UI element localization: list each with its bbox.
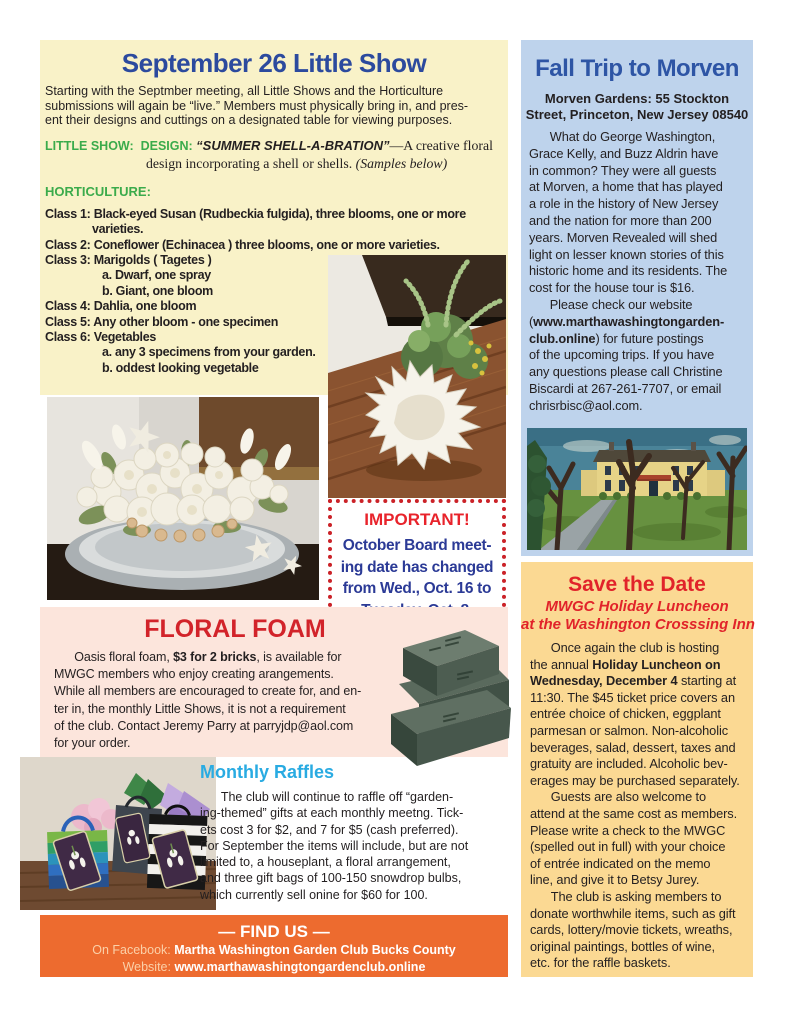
website-line bbox=[40, 959, 508, 976]
gift-bags-art bbox=[20, 757, 216, 910]
foam-bricks-art bbox=[373, 622, 515, 776]
class-item-3a: a. Dwarf, one spray bbox=[102, 268, 211, 283]
floral-foam-text: Oasis floral foam, $3 for 2 bricks, is available for MWGC members who enjoy creating arangements. While all members are encouraged to create for, and en- ter in, the monthly Little Shows, it is not a requirement of the club. Contact Jeremy Parry at parryjdp@aol.com for your order. bbox=[54, 650, 362, 751]
important-text: October Board meet- ing date has changed from Wed., Oct. 16 to bbox=[340, 537, 494, 597]
monthly-raffles-title: Monthly Raffles bbox=[200, 762, 335, 782]
facebook-club-name: Martha Washington Garden Club Bucks County bbox=[174, 943, 456, 957]
class-item-3: Class 3: Marigolds ( Tagetes ) bbox=[45, 253, 212, 267]
class-item-1: Class 1: Black-eyed Susan (Rudbeckia fulgida), three blooms, one or more varieties. bbox=[45, 206, 466, 237]
save-the-date-text: Once again the club is hosting the annual Holiday Luncheon on Wednesday, December 4 starting at 11:30. The $45 ticket price covers an entrée choice of chicken, eggplant parmesan or salmon. Non-alcoholic beverages, salad, dessert, taxes and gratuity are included. Alcoholic bev- erages may be purchased separately. Guests are also welcome to attend at the same cost as members. Please write a check to the MWGC (spelled out in full) with your choice of entrée indicated on the memo line, and give it to Betsy Jurey. The club is asking members to donate worthwhile items, such as gift cards, lottery/movie tickets, wreaths, original paintings, bottles of wine, etc. for the raffle baskets. bbox=[530, 640, 740, 971]
little-show-title: September 26 Little Show bbox=[121, 48, 427, 78]
class-item-6: Class 6: Vegetables bbox=[45, 330, 157, 345]
floral-arrangement-photo bbox=[47, 397, 319, 600]
facebook-label: On Facebook: bbox=[92, 943, 175, 957]
class-item-5: Class 5: Any other bloom - one specimen bbox=[45, 314, 279, 329]
fall-trip-section bbox=[521, 40, 753, 556]
fall-trip-text: What do George Washington, Grace Kelly, and Buzz Aldrin have in common? They were all guests at Morven, a home that has played a role in the history of New Jersey and the nation for more than 200 years. Morven Revealed will shed light on lesser known stories of this historic home and its residents. The cost for the house tour is $16. Please check our website (www.marthawashingtongarden- club.online) for future postings of the upcoming trips. If you have any questions please call Christine Biscardi at 267-261-7707, or email chrisrbisc@aol.com. bbox=[529, 129, 728, 413]
foam-bricks-photo bbox=[373, 622, 515, 776]
floral-foam-title: FLORAL FOAM bbox=[144, 615, 326, 643]
class-item-3b: b. Giant, one bloom bbox=[102, 283, 213, 298]
save-the-date-title: Save the Date bbox=[568, 573, 706, 596]
website-url: www.marthawashingtongardenclub.online bbox=[174, 959, 426, 974]
monthly-raffles-section bbox=[200, 762, 508, 903]
monthly-raffles-text: The club will continue to raffle off “garden- ing-themed” gifts at each monthly meetng. Tick- ets cost 3 for $2, and 7 for $5 (cash preferred). For September the items will include, but are not limited to, a houseplant, a floral arrangement, and three gift bags of 100-150 snowdrop bulbs, which currently sell onine for $60 for 100. bbox=[200, 790, 469, 902]
little-show-intro: Starting with the Septmber meeting, all Little Shows and the Horticulture submissions will again be “live.” Members must physically bring in, and pres- ent their designs and cuttings on a designated table for viewing purposes. bbox=[45, 84, 469, 128]
class-item-6a: a. any 3 specimens from your garden. bbox=[102, 345, 316, 360]
fall-trip-title: Fall Trip to Morven bbox=[535, 55, 739, 82]
website-label: Website: bbox=[122, 959, 175, 974]
shell-planter-photo bbox=[328, 255, 506, 498]
class-item-4: Class 4: Dahlia, one bloom bbox=[45, 299, 197, 314]
little-show-design-line: LITTLE SHOW: DESIGN: “SUMMER SHELL-A-BRATION”—A creative floral design incorporating a shell or shells. (Samples below) bbox=[45, 137, 493, 171]
find-us-banner bbox=[40, 915, 508, 977]
shell-photo-art bbox=[328, 255, 506, 498]
horticulture-label: HORTICULTURE: bbox=[45, 183, 151, 199]
morven-painting-art bbox=[527, 428, 747, 550]
house bbox=[581, 442, 725, 500]
find-us-title: — FIND US — bbox=[218, 922, 330, 941]
morven-painting bbox=[527, 428, 747, 550]
facebook-line bbox=[40, 942, 508, 959]
morven-address: Morven Gardens: 55 Stockton Street, Princeton, New Jersey 08540 bbox=[525, 91, 749, 122]
class-item-2: Class 2: Coneflower (Echinacea ) three blooms, one or more varieties. bbox=[45, 237, 440, 252]
floral-photo-art bbox=[47, 397, 319, 600]
gift-bags-photo bbox=[20, 757, 216, 910]
class-item-6b: b. oddest looking vegetable bbox=[102, 360, 259, 375]
important-title: IMPORTANT! bbox=[364, 510, 470, 529]
luncheon-subtitle: MWGC Holiday Luncheon at the Washington Crosssing Inn bbox=[521, 598, 755, 633]
save-the-date-section bbox=[521, 562, 753, 977]
